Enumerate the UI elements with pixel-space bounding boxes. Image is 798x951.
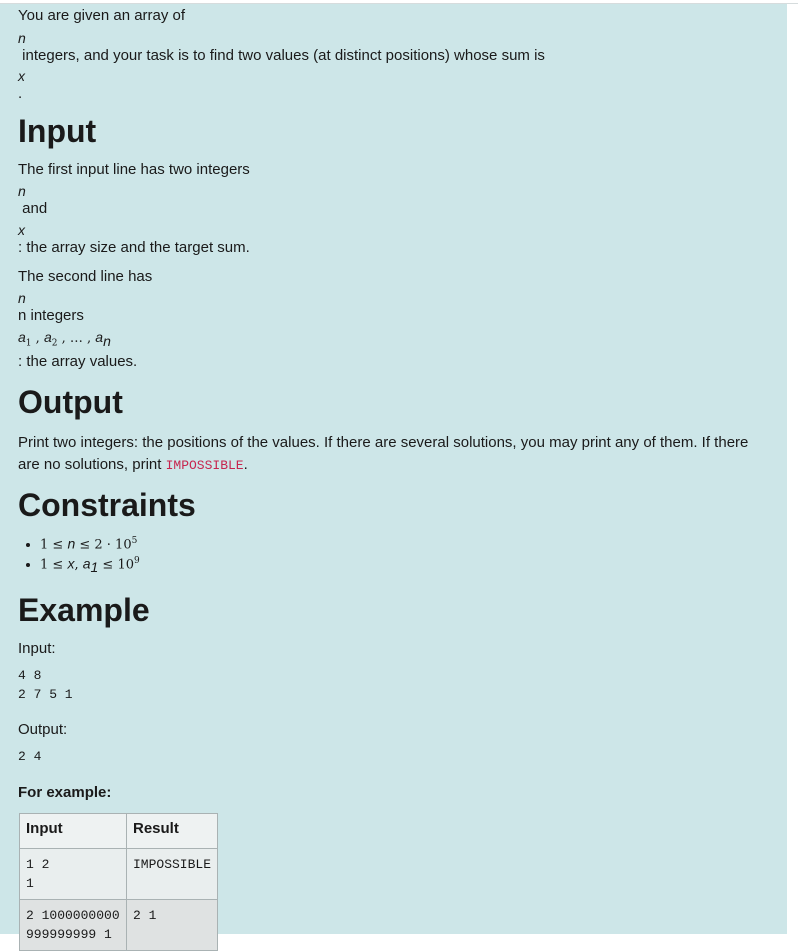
input-line2-c: : the array values. bbox=[18, 352, 138, 370]
input-line2-b: n integers bbox=[18, 307, 84, 324]
cell-input: 1 2 1 bbox=[20, 848, 127, 899]
cell-result: 2 1 bbox=[127, 899, 218, 950]
input-line2-a: The second line has bbox=[18, 268, 153, 285]
constraints-list bbox=[18, 533, 787, 578]
var-x: x bbox=[18, 68, 25, 84]
input-heading: Input bbox=[18, 113, 97, 149]
table-row bbox=[20, 848, 218, 899]
header-result: Result bbox=[127, 813, 218, 848]
output-text: Print two integers: the positions of the values. If there are several solutions, you may print any of them. If there are no solutions, print IMPOSSIBLE. bbox=[18, 433, 749, 473]
constraint-item: • $1 \le n \le 2 \cdot 10^5$ bbox=[40, 533, 787, 553]
example-output: 2 4 bbox=[18, 748, 42, 764]
test-cases-table bbox=[19, 813, 218, 951]
array-expression: $a_1$ , $a_2$ , … , $a_n$ bbox=[18, 329, 111, 349]
input-line1-b: : the array size and the target sum. bbox=[18, 239, 250, 256]
intro-text-1: You are given an array of bbox=[18, 7, 186, 24]
cell-input: 2 1000000000 999999999 1 bbox=[20, 899, 127, 950]
constraints-heading: Constraints bbox=[18, 486, 196, 523]
var-n: n bbox=[18, 30, 26, 46]
impossible-code: IMPOSSIBLE bbox=[165, 457, 244, 473]
var-n: n bbox=[18, 290, 26, 306]
constraint-item: • 1 ≤ x, $a_1 \le 10^9$ bbox=[40, 553, 787, 578]
example-input-label: Input: bbox=[18, 639, 56, 657]
for-example-label: For example: bbox=[18, 783, 112, 801]
input-line1-a: The first input line has two integers bbox=[18, 161, 250, 178]
input-and: and bbox=[22, 200, 48, 217]
intro-text-3: . bbox=[18, 85, 23, 102]
problem-statement bbox=[0, 4, 787, 942]
var-n: n bbox=[18, 183, 26, 199]
example-input: 4 8 2 7 5 1 bbox=[18, 667, 73, 702]
example-output-label: Output: bbox=[18, 720, 68, 738]
example-heading: Example bbox=[18, 591, 150, 628]
table-row bbox=[20, 899, 218, 950]
output-heading: Output bbox=[18, 383, 123, 420]
cell-result: IMPOSSIBLE bbox=[127, 848, 218, 899]
var-x: x bbox=[18, 222, 25, 238]
header-input: Input bbox=[20, 813, 127, 848]
intro-text-2: integers, and your task is to find two values (at distinct positions) whose sum is bbox=[22, 47, 545, 64]
